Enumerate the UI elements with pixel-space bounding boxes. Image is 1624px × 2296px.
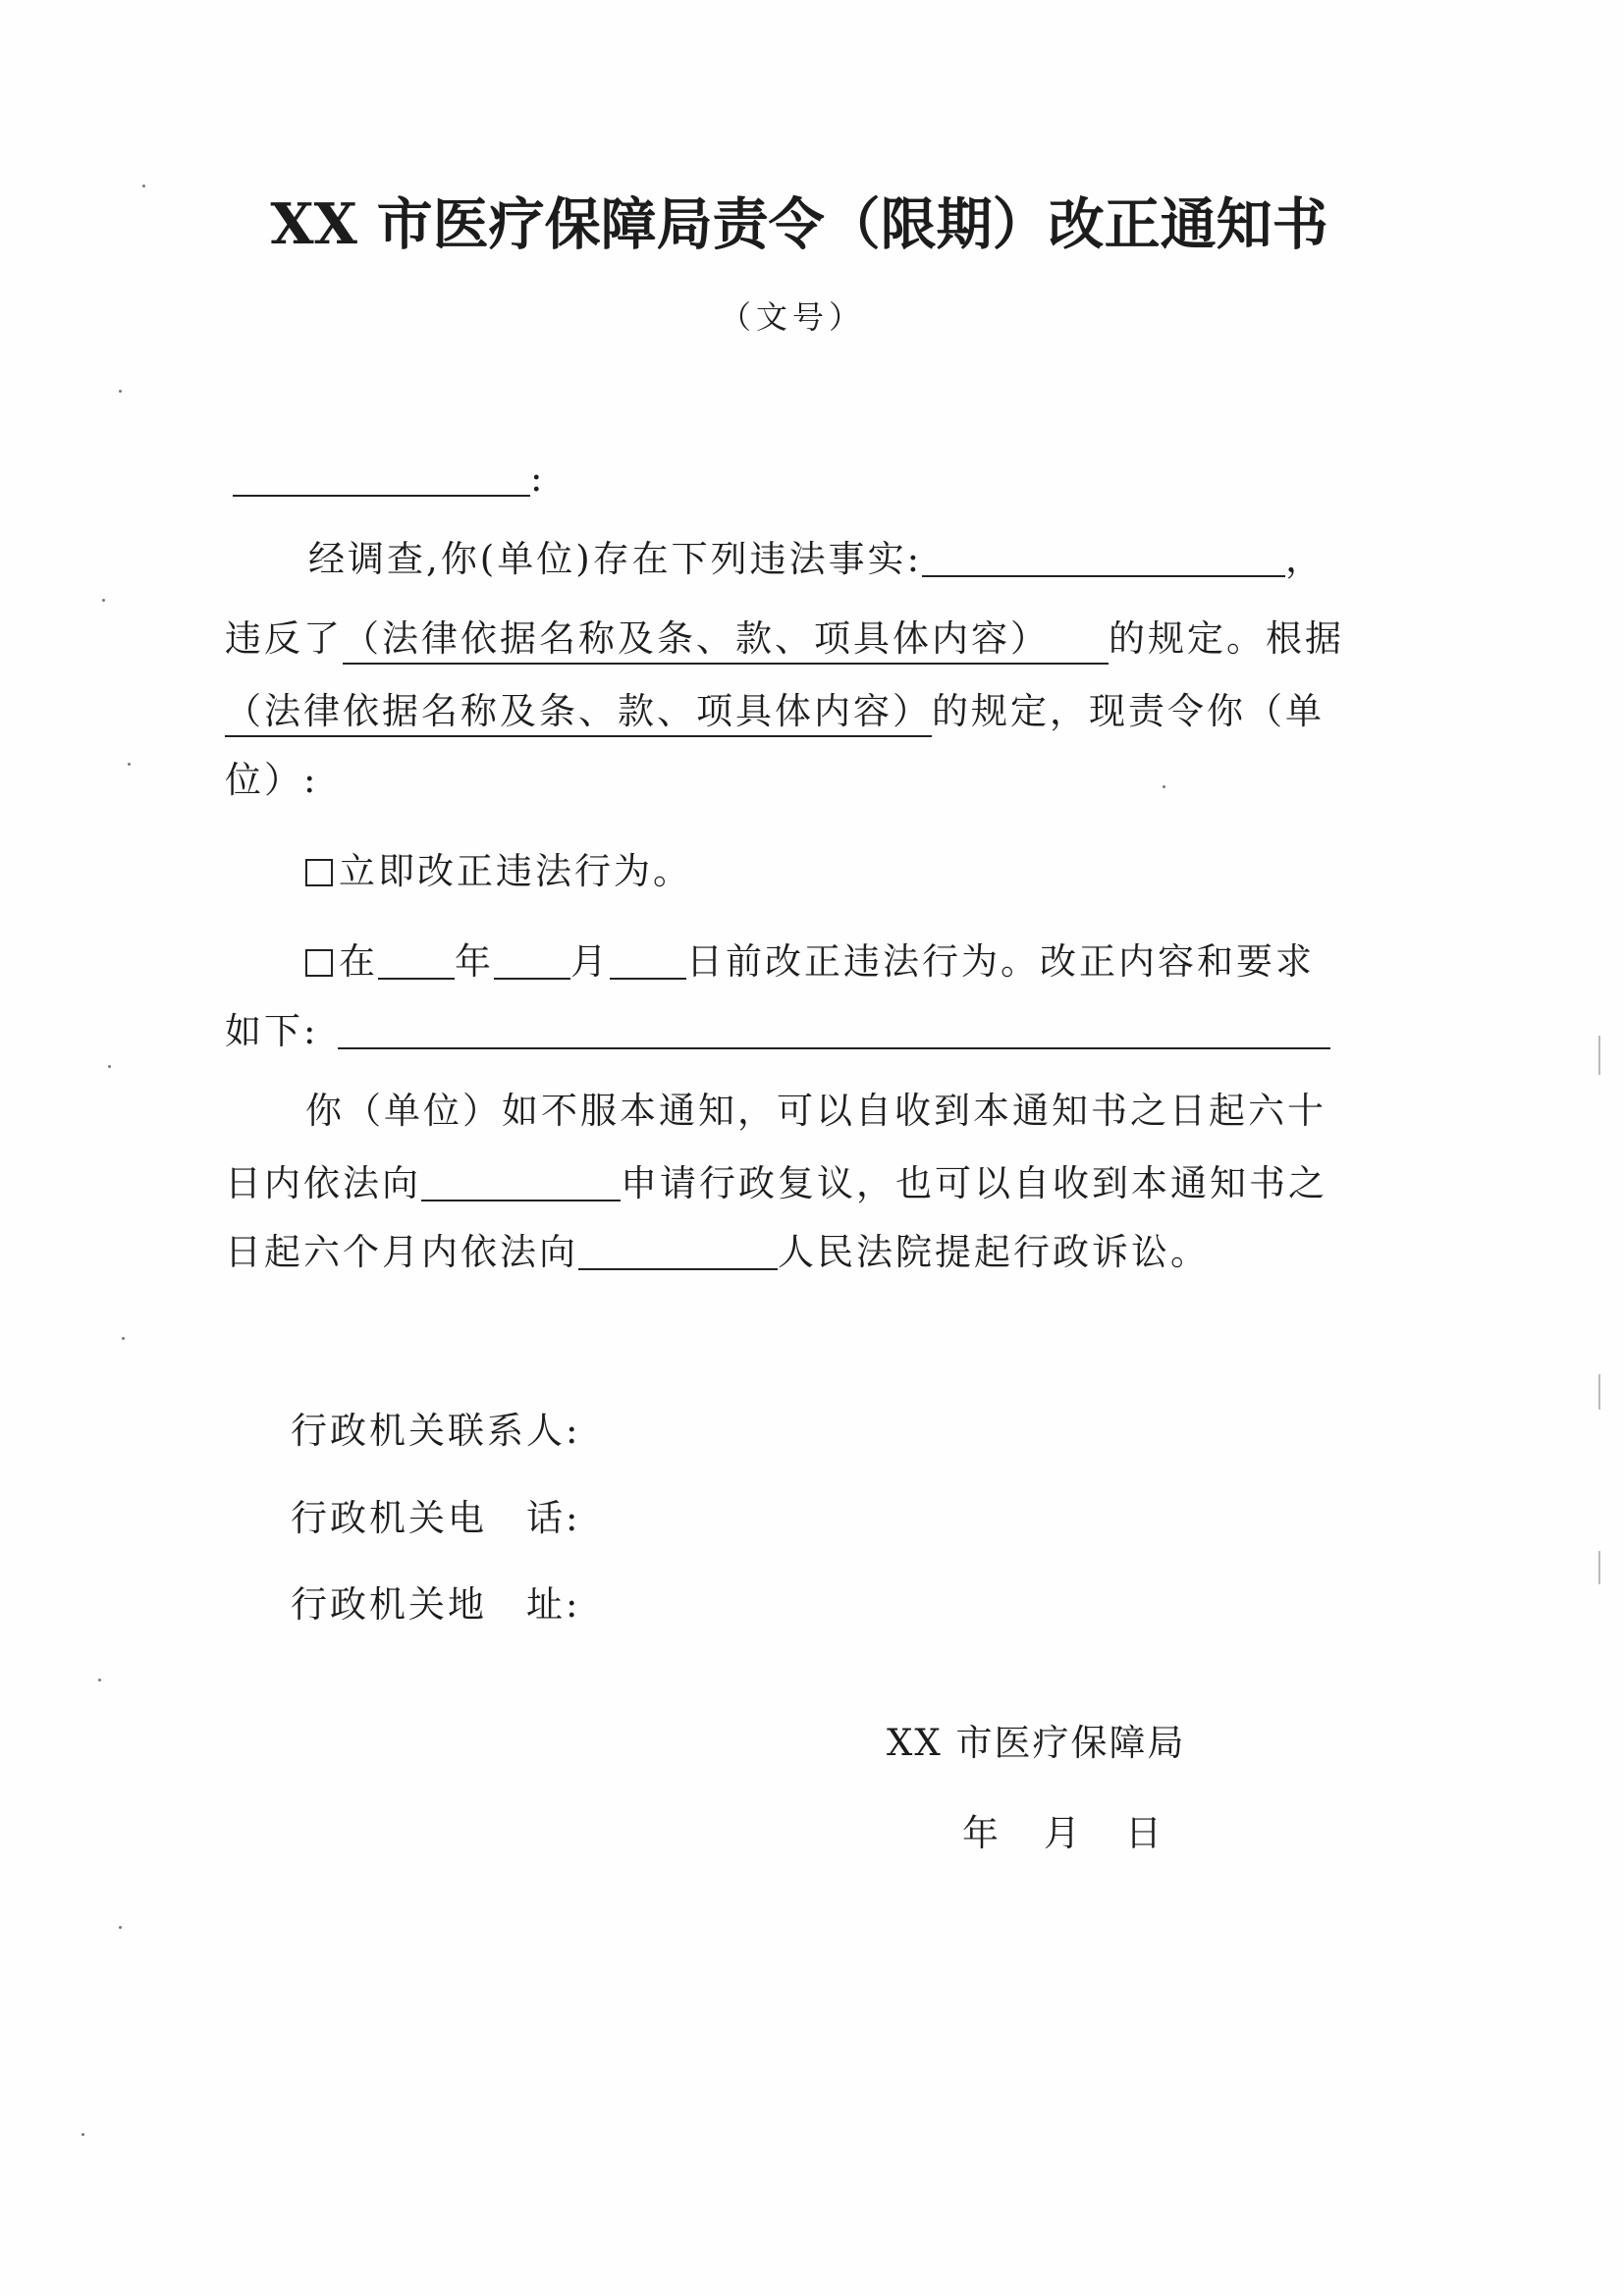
reconsideration-prefix: 日内依法向	[225, 1162, 421, 1204]
facts-intro: 经调查,你(单位)存在下列违法事实:	[308, 538, 923, 580]
facts-line3-end: 的规定，现责令你（单	[932, 690, 1325, 732]
scan-speck	[128, 763, 131, 766]
reconsideration-authority-blank	[421, 1166, 621, 1201]
remedy-line-2	[225, 1159, 1327, 1208]
date-day: 日	[1125, 1812, 1164, 1854]
contact-person-line: 行政机关联系人:	[291, 1410, 581, 1452]
reconsideration-suffix: 申请行政复议，也可以自收到本通知书之	[621, 1162, 1327, 1204]
issue-date	[962, 1809, 1164, 1858]
scan-edge-mark	[1598, 1551, 1600, 1584]
facts-blank	[922, 542, 1285, 577]
checkbox-icon	[305, 949, 333, 977]
scan-edge-mark	[1598, 1374, 1600, 1410]
requirements-label: 如下:	[225, 1010, 319, 1052]
option-immediate	[305, 847, 692, 896]
option-deadline	[305, 937, 1315, 987]
month-blank	[494, 944, 570, 980]
facts-line-2	[225, 614, 1344, 664]
litigation-suffix: 人民法院提起行政诉讼。	[778, 1231, 1210, 1273]
litigation-prefix: 日起六个月内依法向	[225, 1231, 578, 1273]
facts-line-1	[308, 535, 1325, 584]
scan-speck	[108, 1065, 111, 1068]
scan-speck	[119, 1926, 122, 1929]
addressee-blank	[233, 461, 530, 497]
order-legal-basis: （法律依据名称及条、款、项具体内容）	[225, 690, 932, 737]
deadline-prefix: 在	[339, 940, 378, 983]
year-blank	[378, 944, 455, 980]
document-number: （文号）	[719, 298, 865, 336]
facts-line1-end: ，	[1285, 538, 1326, 580]
year-label: 年	[455, 940, 494, 983]
scan-speck	[81, 2133, 84, 2136]
scan-speck	[1163, 785, 1165, 788]
date-month: 月	[1044, 1812, 1083, 1854]
remedy-line-1	[305, 1087, 1326, 1136]
facts-line2-end: 的规定。根据	[1109, 617, 1344, 660]
checkbox-icon	[305, 859, 333, 886]
document-title: XX 市医疗保障局责令（限期）改正通知书	[270, 191, 1328, 257]
option-immediate-label: 立即改正违法行为。	[339, 850, 692, 892]
day-blank	[610, 944, 686, 980]
scan-speck	[102, 599, 105, 602]
facts-line-3	[225, 687, 1325, 736]
deadline-suffix: 日前改正违法行为。改正内容和要求	[686, 940, 1315, 983]
violated-legal-basis: （法律依据名称及条、款、项具体内容）	[343, 617, 1109, 665]
remedy-line1-text: 你（单位）如不服本通知，可以自收到本通知书之日起六十	[305, 1090, 1326, 1132]
scan-speck	[119, 390, 122, 393]
addressee-colon: :	[530, 457, 546, 500]
requirements-line	[225, 1007, 1330, 1056]
month-label: 月	[570, 940, 610, 983]
facts-line-4	[225, 756, 318, 805]
remedy-line-3	[225, 1228, 1210, 1277]
scan-speck	[142, 185, 145, 187]
facts-line4-text: 位）:	[225, 759, 319, 801]
contact-address-line: 行政机关地 址:	[291, 1583, 581, 1626]
contact-phone-line: 行政机关电 话:	[291, 1497, 581, 1539]
addressee-line	[233, 454, 545, 504]
violated-label: 违反了	[225, 617, 343, 660]
scan-speck	[122, 1337, 125, 1340]
issuing-authority: XX 市医疗保障局	[887, 1722, 1186, 1764]
scan-speck	[98, 1679, 101, 1682]
date-year: 年	[962, 1812, 1001, 1854]
court-blank	[578, 1235, 778, 1270]
scan-edge-mark	[1598, 1036, 1600, 1075]
requirements-blank	[338, 1014, 1330, 1049]
